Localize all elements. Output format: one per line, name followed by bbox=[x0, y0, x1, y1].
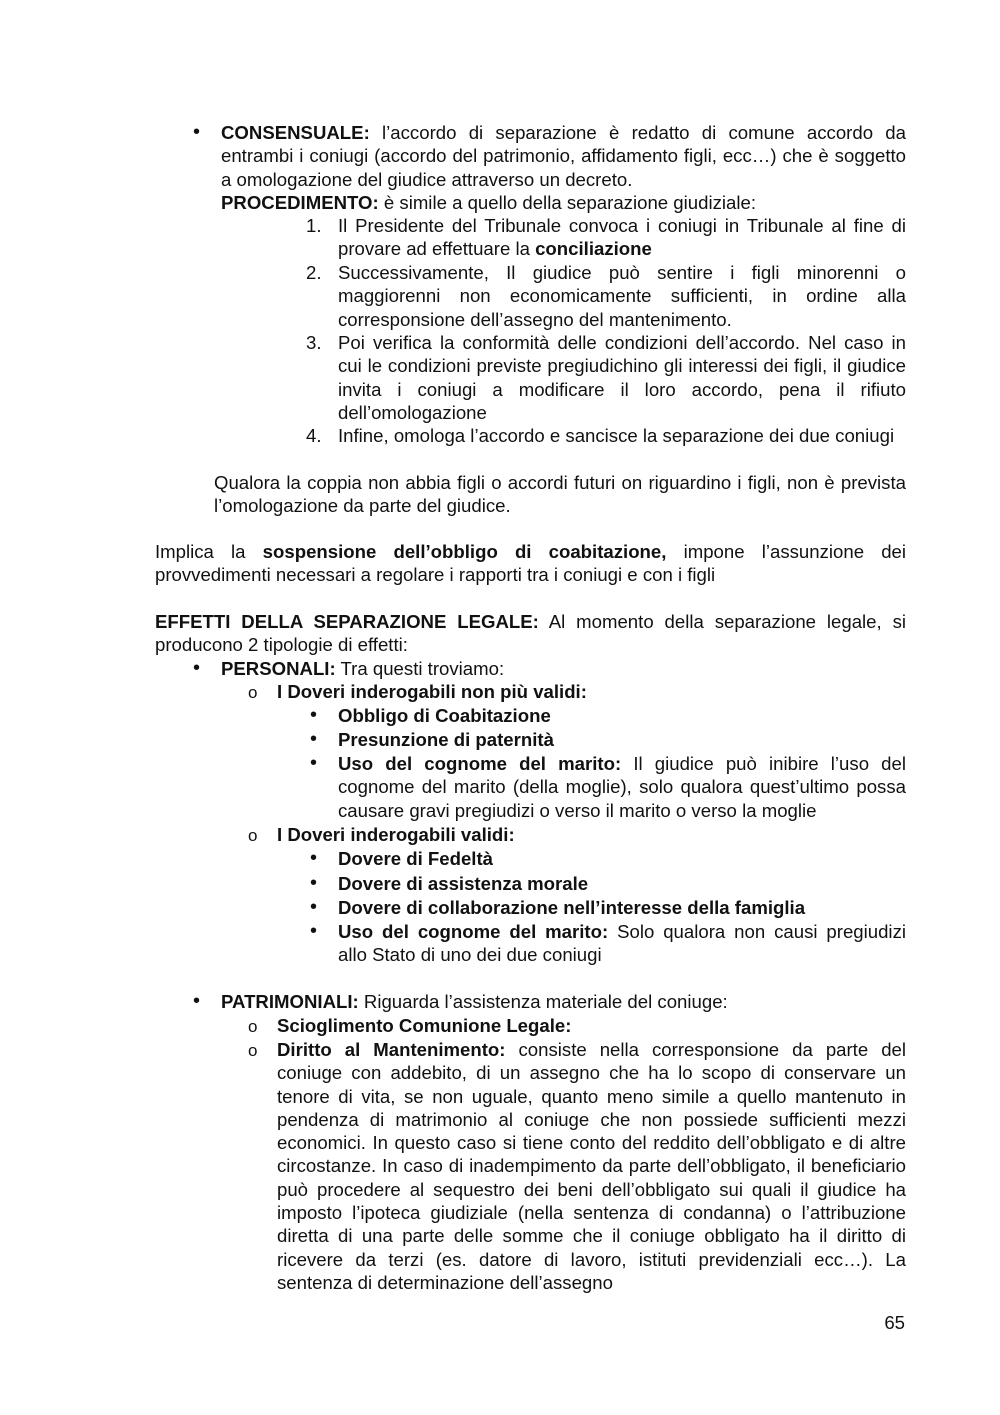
validi-item: Dovere di collaborazione nell’interesse della famiglia bbox=[338, 897, 806, 918]
bullet-icon: • bbox=[310, 704, 318, 726]
implica-post: impone l’assunzione dei provvedimenti necessari a regolare i rapporti tra i coniugi e con i figli bbox=[155, 541, 907, 586]
non-validi-label: I Doveri inderogabili non più validi: bbox=[277, 681, 587, 702]
circle-bullet-icon: o bbox=[248, 1041, 258, 1060]
item-label: Uso del cognome del marito: bbox=[338, 753, 622, 774]
effetti-label: EFFETTI DELLA SEPARAZIONE LEGALE: bbox=[155, 611, 539, 632]
non-validi-item bbox=[338, 752, 906, 822]
circle-bullet-icon: o bbox=[248, 826, 258, 845]
patrimoniali-item bbox=[221, 990, 728, 1013]
bullet-icon: • bbox=[193, 121, 201, 143]
procedimento-text: è simile a quello della separazione giudiziale: bbox=[378, 191, 756, 213]
validi-label: I Doveri inderogabili validi: bbox=[277, 824, 515, 845]
item-text: consiste nella corresponsione da parte del coniuge con addebito, di un assegno che ha lo scopo di conservare un tenore di vita, se non uguale, quanto meno simile a quello mantenuto in pendenza di matrimonio al coniuge che non possiede sufficienti mezzi economici. In questo caso si tiene conto del reddito dell’obbligato e di altre circostanze. In caso di inadempimento da parte dell’obbligato, il beneficiario può procedere al sequestro dei beni dell’obbligato sui quali il giudice ha imposto l’ipoteca giudiziale (nella sentenza di condanna) o l’attribuzione diretta di una parte delle somme che il coniuge obbligato ha il diritto di ricevere da terzi (es. datore di lavoro, istituti previdenziali ecc…). La sentenza di determinazione dell’assegno bbox=[277, 1039, 907, 1293]
personali-text: Tra questi troviamo: bbox=[335, 658, 505, 679]
circle-bullet-icon: o bbox=[248, 1017, 258, 1036]
validi-item bbox=[338, 920, 906, 967]
bullet-icon: • bbox=[310, 920, 318, 942]
bullet-icon: • bbox=[310, 872, 318, 894]
step-text: Poi verifica la conformità delle condizioni dell’accordo. Nel caso in cui le condizioni previste pregiudichino gli interessi dei figli, il giudice invita i coniugi a modificare il loro accordo, pena il rifiuto dell’omologazione bbox=[338, 332, 906, 423]
closing-paragraph: Qualora la coppia non abbia figli o accordi futuri on riguardino i figli, non è prevista l’omologazione da parte del giudice. bbox=[214, 472, 906, 517]
personali-label: PERSONALI: bbox=[221, 658, 336, 679]
bullet-icon: • bbox=[310, 728, 318, 750]
patrimoniali-text: Riguarda l’assistenza materiale del coniuge: bbox=[358, 991, 728, 1012]
validi-item: Dovere di assistenza morale bbox=[338, 873, 589, 894]
bullet-icon: • bbox=[193, 657, 201, 679]
bullet-icon: • bbox=[310, 847, 318, 869]
consensuale-text: l’accordo di separazione è redatto di comune accordo da entrambi i coniugi (accordo del patrimonio, affidamento figli, ecc…) che è soggetto a omologazione del giudice attraverso un decreto. bbox=[221, 122, 906, 190]
consensuale-paragraph bbox=[221, 121, 906, 214]
patrimoniali-subitem bbox=[277, 1038, 906, 1294]
step-item bbox=[338, 261, 906, 331]
patrimoniali-label: PATRIMONIALI: bbox=[221, 991, 359, 1012]
bullet-icon: • bbox=[193, 990, 201, 1012]
step-text: Il Presidente del Tribunale convoca i coniugi in Tribunale al fine di provare ad effettuare la bbox=[338, 215, 906, 260]
item-text: Il giudice può inibire l’uso del cognome del marito (della moglie), solo qualora quest’ultimo possa causare gravi pregiudizi o verso il marito o verso la moglie bbox=[338, 753, 906, 821]
consensuale-label: CONSENSUALE: bbox=[221, 122, 370, 143]
non-validi-item: Obbligo di Coabitazione bbox=[338, 705, 551, 726]
step-text: Infine, omologa l’accordo e sancisce la separazione dei due coniugi bbox=[338, 425, 895, 446]
implica-bold: sospensione dell’obbligo di coabitazione, bbox=[262, 541, 667, 562]
item-label: Diritto al Mantenimento: bbox=[277, 1039, 506, 1060]
effetti-heading bbox=[155, 610, 906, 657]
step-number: 4. bbox=[306, 425, 322, 446]
step-item bbox=[338, 331, 906, 424]
page-number: 65 bbox=[884, 1312, 905, 1333]
procedimento-label: PROCEDIMENTO: bbox=[221, 191, 379, 213]
implica-paragraph bbox=[155, 540, 906, 587]
effetti-text: Al momento della separazione legale, si producono 2 tipologie di effetti: bbox=[155, 611, 906, 656]
personali-item bbox=[221, 657, 504, 680]
step-text: Successivamente, Il giudice può sentire i figli minorenni o maggiorenni non economicamente sufficienti, in ordine alla corresponsione dell’assegno del mantenimento. bbox=[338, 262, 906, 330]
validi-item: Dovere di Fedeltà bbox=[338, 848, 493, 869]
item-label: Uso del cognome del marito: bbox=[338, 921, 609, 942]
implica-pre: Implica la bbox=[155, 541, 263, 562]
item-text: Solo qualora non causi pregiudizi allo Stato di uno dei due coniugi bbox=[338, 921, 906, 966]
step-item bbox=[338, 424, 906, 447]
step-item bbox=[338, 214, 906, 261]
bullet-icon: • bbox=[310, 896, 318, 918]
step-number: 2. bbox=[306, 262, 322, 283]
step-bold: conciliazione bbox=[535, 238, 652, 260]
circle-bullet-icon: o bbox=[248, 683, 258, 702]
patrimoniali-subitem: Scioglimento Comunione Legale: bbox=[277, 1015, 572, 1036]
step-number: 1. bbox=[306, 215, 322, 236]
step-number: 3. bbox=[306, 332, 322, 353]
non-validi-item: Presunzione di paternità bbox=[338, 729, 554, 750]
bullet-icon: • bbox=[310, 752, 318, 774]
